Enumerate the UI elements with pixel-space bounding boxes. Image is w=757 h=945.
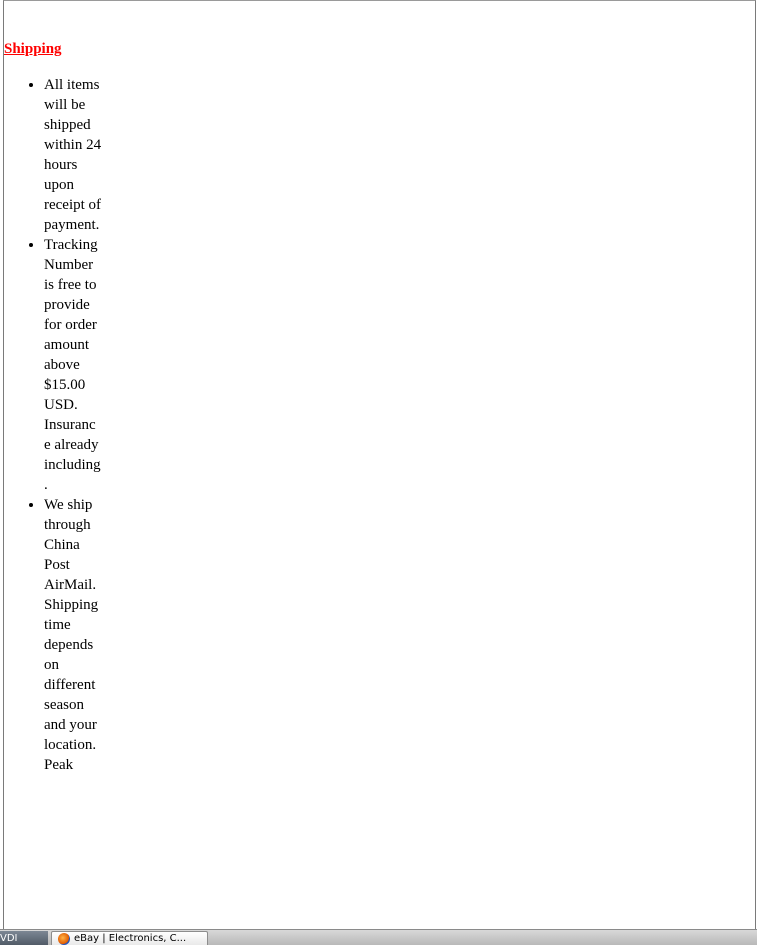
browser-viewport (3, 0, 756, 929)
list-item: • All items will be shipped within 24 hours upon receipt of payment. (44, 75, 102, 235)
taskbar (0, 929, 757, 945)
list-item: • We ship through China Post AirMail. Shipping time depends on different season and your location.Peak (44, 495, 102, 775)
firefox-icon (58, 933, 70, 945)
page-content (4, 39, 753, 775)
shipping-info-list (4, 75, 753, 775)
taskbar-task-label: eBay | Electronics, C... (74, 933, 187, 944)
list-item: • Tracking Number is free to provide for order amount above $15.00 USD. Insurance already including . (44, 235, 102, 495)
taskbar-task-ebay[interactable] (51, 931, 208, 945)
taskbar-start-item[interactable]: VDI (0, 931, 48, 945)
shipping-heading-link[interactable]: Shipping (4, 41, 62, 57)
